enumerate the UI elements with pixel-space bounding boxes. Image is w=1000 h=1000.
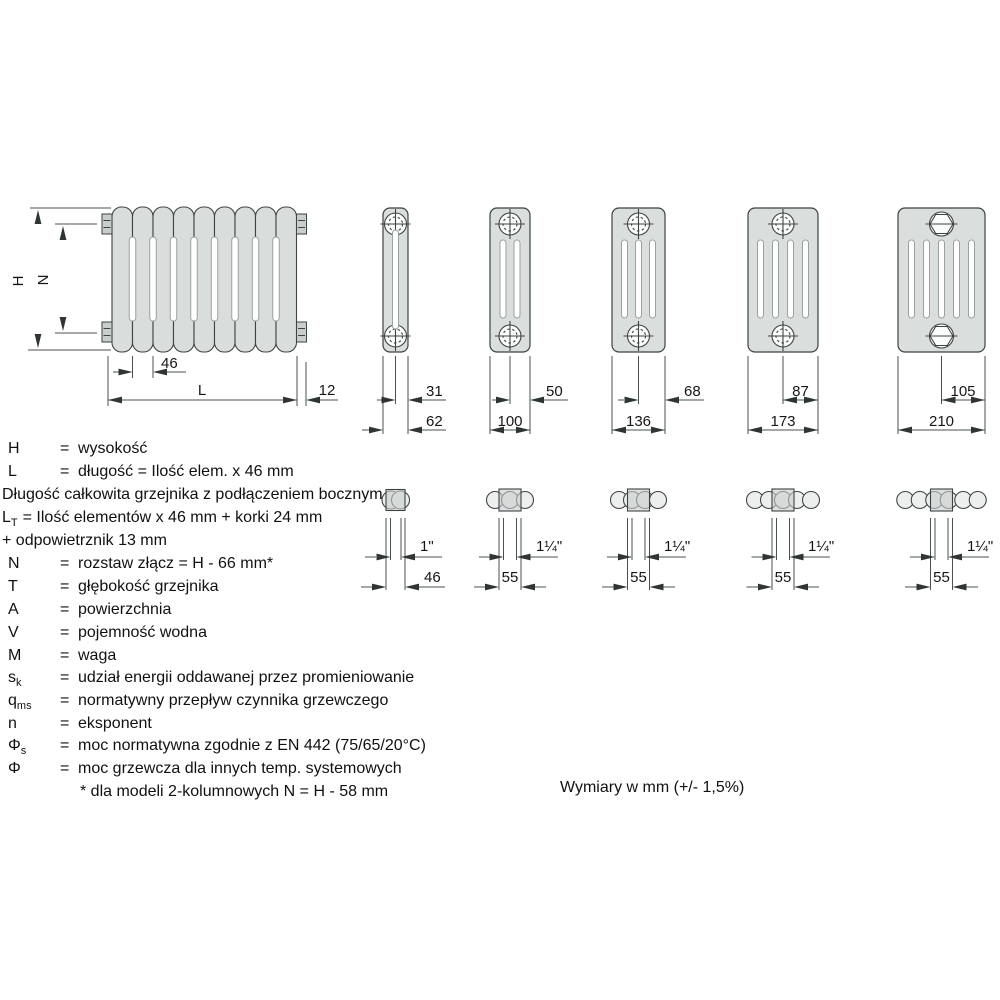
dimensions-tolerance-note: Wymiary w mm (+/- 1,5%)	[560, 779, 745, 796]
legend-row	[0, 552, 560, 575]
connection-stub-icon	[297, 214, 307, 234]
hub-width-label: 55	[774, 569, 792, 586]
height-label: H	[10, 275, 27, 287]
legend-description: powierzchnia	[78, 601, 172, 618]
dimension-arrow-icon	[35, 334, 42, 348]
legend-description: moc normatywna zgodnie z EN 442 (75/65/20°C)	[78, 737, 426, 754]
dimension-arrow-icon	[496, 397, 510, 404]
dimension-arrow-icon	[804, 427, 818, 434]
half-depth-label: 31	[426, 383, 443, 400]
dimension-arrow-icon	[794, 584, 808, 591]
legend-symbol: N	[8, 555, 20, 572]
dimension-arrow-icon	[369, 427, 383, 434]
equals-sign: =	[60, 737, 70, 754]
equals-sign: =	[60, 440, 70, 457]
legend-text: Długość całkowita grzejnika z podłączeniem bocznym	[2, 486, 383, 503]
legend-description: waga	[78, 647, 117, 664]
legend-symbol: $q_{ms}$	[8, 692, 32, 713]
element-pitch-label: 46	[161, 355, 178, 372]
dimension-arrow-icon	[758, 584, 772, 591]
pitch-centres-label: N	[35, 274, 52, 286]
legend-row	[0, 437, 560, 460]
dimension-arrow-icon	[530, 397, 544, 404]
legend-description: długość = Ilość elem. x 46 mm	[78, 463, 294, 480]
legend-symbol: M	[8, 647, 22, 664]
hub-width-label: 55	[933, 569, 950, 586]
legend-symbol: T	[8, 578, 18, 595]
legend-description: eksponent	[78, 715, 152, 732]
dimension-arrow-icon	[898, 427, 912, 434]
height-dimensions	[10, 208, 111, 350]
legend-row	[0, 666, 560, 689]
dimension-arrow-icon	[60, 226, 67, 240]
hub-width-label: 55	[501, 569, 519, 586]
equals-sign: =	[60, 692, 70, 709]
top-view-5col	[747, 489, 835, 590]
legend-symbol: V	[8, 624, 19, 641]
legend-row	[0, 780, 560, 803]
connection-size-label: 1¼"	[967, 538, 994, 555]
legend-description: moc grzewcza dla innych temp. systemowych	[78, 760, 402, 777]
legend-text: $L_T$ = Ilość elementów x 46 mm + korki 24 mm	[2, 509, 323, 530]
dimension-arrow-icon	[35, 210, 42, 224]
connection-size-label: 1¼"	[808, 538, 835, 555]
dimension-arrow-icon	[763, 554, 777, 561]
dimension-arrow-icon	[408, 427, 422, 434]
dimension-arrow-icon	[953, 584, 967, 591]
dimension-arrow-icon	[408, 397, 422, 404]
dimension-arrow-icon	[917, 584, 931, 591]
depth-label: 173	[770, 413, 796, 430]
connection-size-label: 1¼"	[536, 538, 563, 555]
half-depth-label: 87	[792, 383, 809, 400]
radiator-body	[112, 207, 297, 352]
legend-description: głębokość grzejnika	[78, 578, 219, 595]
end-offset-label: 12	[318, 382, 336, 399]
half-depth-label: 68	[684, 383, 701, 400]
dimension-arrow-icon	[618, 554, 632, 561]
dimension-arrow-icon	[612, 427, 626, 434]
dimension-arrow-icon	[119, 369, 133, 376]
section-6col	[898, 208, 985, 434]
half-depth-label: 105	[950, 383, 976, 400]
legend-row	[0, 757, 560, 780]
legend-row	[0, 734, 560, 757]
dimension-arrow-icon	[645, 554, 659, 561]
depth-label: 136	[625, 413, 652, 430]
legend-description: pojemność wodna	[78, 624, 207, 641]
dimension-arrow-icon	[650, 584, 664, 591]
section-2col	[362, 208, 446, 434]
connection-size-label: 1¼"	[664, 538, 691, 555]
legend-row	[0, 575, 560, 598]
front-view	[10, 207, 338, 406]
equals-sign: =	[60, 669, 70, 686]
section-3col	[490, 208, 568, 434]
depth-label: 210	[928, 413, 955, 430]
equals-sign: =	[60, 463, 70, 480]
connection-size-label: 1"	[420, 538, 434, 555]
dimension-arrow-icon	[971, 427, 985, 434]
dimension-arrow-icon	[921, 554, 935, 561]
legend-row	[0, 483, 560, 506]
legend-description: rozstaw złącz = H - 66 mm*	[78, 555, 274, 572]
equals-sign: =	[60, 555, 70, 572]
legend-symbol: n	[8, 715, 17, 732]
legend-footnote: * dla modeli 2-kolumnowych N = H - 58 mm	[80, 783, 389, 800]
legend-description: normatywny przepływ czynnika grzewczego	[78, 692, 389, 709]
equals-sign: =	[60, 647, 70, 664]
legend-description: udział energii oddawanej przez promieniowanie	[78, 669, 415, 686]
dimension-arrow-icon	[748, 427, 762, 434]
legend-description: wysokość	[78, 440, 148, 457]
legend-row	[0, 529, 560, 552]
legend-symbol: L	[8, 463, 17, 480]
section-4col	[612, 208, 704, 434]
equals-sign: =	[60, 624, 70, 641]
depth-label: 100	[497, 413, 523, 430]
legend-row	[0, 712, 560, 735]
equals-sign: =	[60, 601, 70, 618]
dimension-arrow-icon	[948, 554, 962, 561]
dimension-arrow-icon	[625, 397, 639, 404]
legend-row	[0, 644, 560, 667]
dimension-arrow-icon	[790, 554, 804, 561]
connection-stub-icon	[102, 214, 112, 234]
length-label: L	[197, 382, 207, 399]
equals-sign: =	[60, 760, 70, 777]
connection-stub-icon	[297, 322, 307, 342]
equals-sign: =	[60, 578, 70, 595]
dimension-arrow-icon	[665, 397, 679, 404]
dimension-arrow-icon	[60, 317, 67, 331]
equals-sign: =	[60, 715, 70, 732]
legend-row	[0, 598, 560, 621]
dimension-arrow-icon	[614, 584, 628, 591]
length-dimensions	[108, 355, 338, 406]
dimension-arrow-icon	[651, 427, 665, 434]
element-width-label: 46	[424, 569, 441, 586]
dimension-arrow-icon	[108, 397, 122, 404]
hub-width-label: 55	[630, 569, 647, 586]
dimension-arrow-icon	[382, 397, 396, 404]
cross-sections	[362, 208, 985, 434]
top-view-6col	[897, 489, 993, 590]
legend-row	[0, 689, 560, 712]
legend-symbol: $\Phi_s$	[8, 737, 27, 758]
legend-row	[0, 506, 560, 529]
legend-symbol: A	[8, 601, 19, 618]
legend-text: + odpowietrznik 13 mm	[2, 532, 167, 549]
legend-symbol: H	[8, 440, 20, 457]
section-5col	[748, 208, 818, 434]
top-view-4col	[602, 489, 690, 590]
legend-symbol: Φ	[8, 760, 21, 777]
legend-row	[0, 621, 560, 644]
half-depth-label: 50	[546, 383, 563, 400]
connection-stub-icon	[102, 322, 112, 342]
depth-label: 62	[426, 413, 443, 430]
legend-row	[0, 460, 560, 483]
dimension-arrow-icon	[283, 397, 297, 404]
legend-symbol: $s_k$	[8, 669, 22, 690]
